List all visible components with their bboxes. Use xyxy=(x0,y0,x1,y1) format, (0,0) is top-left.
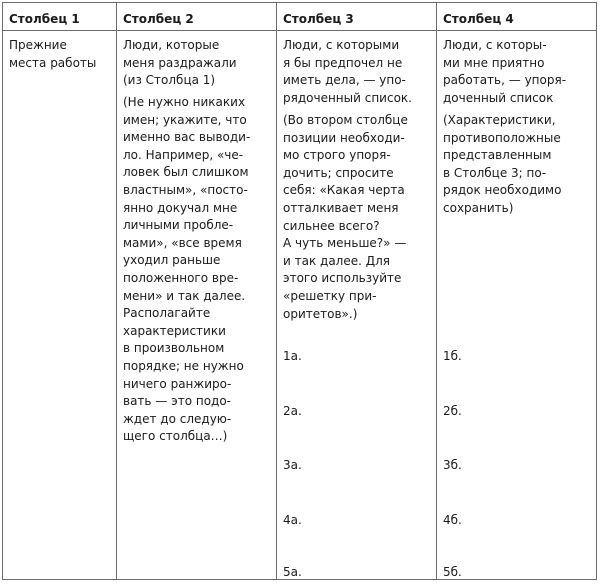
column-1-cell xyxy=(3,31,117,580)
list-item-5a: 5а. xyxy=(283,565,302,579)
column-3-cell xyxy=(277,31,437,580)
column-4-cell xyxy=(437,31,597,580)
content-row xyxy=(3,31,597,580)
column-4-intro: Люди, с которы- ми мне приятно работать, — упоря- доченный список xyxy=(443,38,567,105)
list-item-4a: 4а. xyxy=(283,513,302,527)
column-2-cell xyxy=(117,31,277,580)
list-item-2a: 2а. xyxy=(283,404,302,418)
list-item-2b: 2б. xyxy=(443,404,462,418)
column-2-note: (Не нужно никаких имен; укажите, что именно вас выводи- ло. Например, «че- ловек был слишком властным», «посто- янно докучал мне личными пробле- мами», «все время уходил раньше положенного вре- мени» и так далее. Располагайте характеристики в произвольном порядке; не нужно ничего ранжиро- вать — это подо- ждет до следую- щего столбца…) xyxy=(123,95,251,444)
column-3-intro: Люди, с которыми я бы предпочел не иметь дела, — упо- рядоченный список. xyxy=(283,38,412,105)
header-row xyxy=(3,3,597,31)
column-header-2: Столбец 2 xyxy=(117,3,277,31)
list-item-3a: 3а. xyxy=(283,458,302,472)
column-1-text: Прежние места работы xyxy=(9,38,97,70)
list-item-5b: 5б. xyxy=(443,565,462,579)
column-3-note: (Во втором столбце позиции необходи- мо строго упоря- дочить; спросите себя: «Какая черта отталкивает меня сильнее всего? А чуть меньше?» — и так далее. Для этого используйте «решетку при- оритетов».) xyxy=(283,113,408,321)
column-header-1: Столбец 1 xyxy=(3,3,117,31)
list-item-1a: 1а. xyxy=(283,349,302,363)
column-2-intro: Люди, которые меня раздражали (из Столбца 1) xyxy=(123,38,237,88)
list-item-4b: 4б. xyxy=(443,513,462,527)
list-item-3b: 3б. xyxy=(443,458,462,472)
column-4-note: (Характеристики, противоположные представленным в Столбце 3; по- рядок необходимо сохранить) xyxy=(443,113,562,215)
column-header-3: Столбец 3 xyxy=(277,3,437,31)
worksheet-table xyxy=(2,2,597,580)
list-item-1b: 1б. xyxy=(443,349,462,363)
column-header-4: Столбец 4 xyxy=(437,3,597,31)
